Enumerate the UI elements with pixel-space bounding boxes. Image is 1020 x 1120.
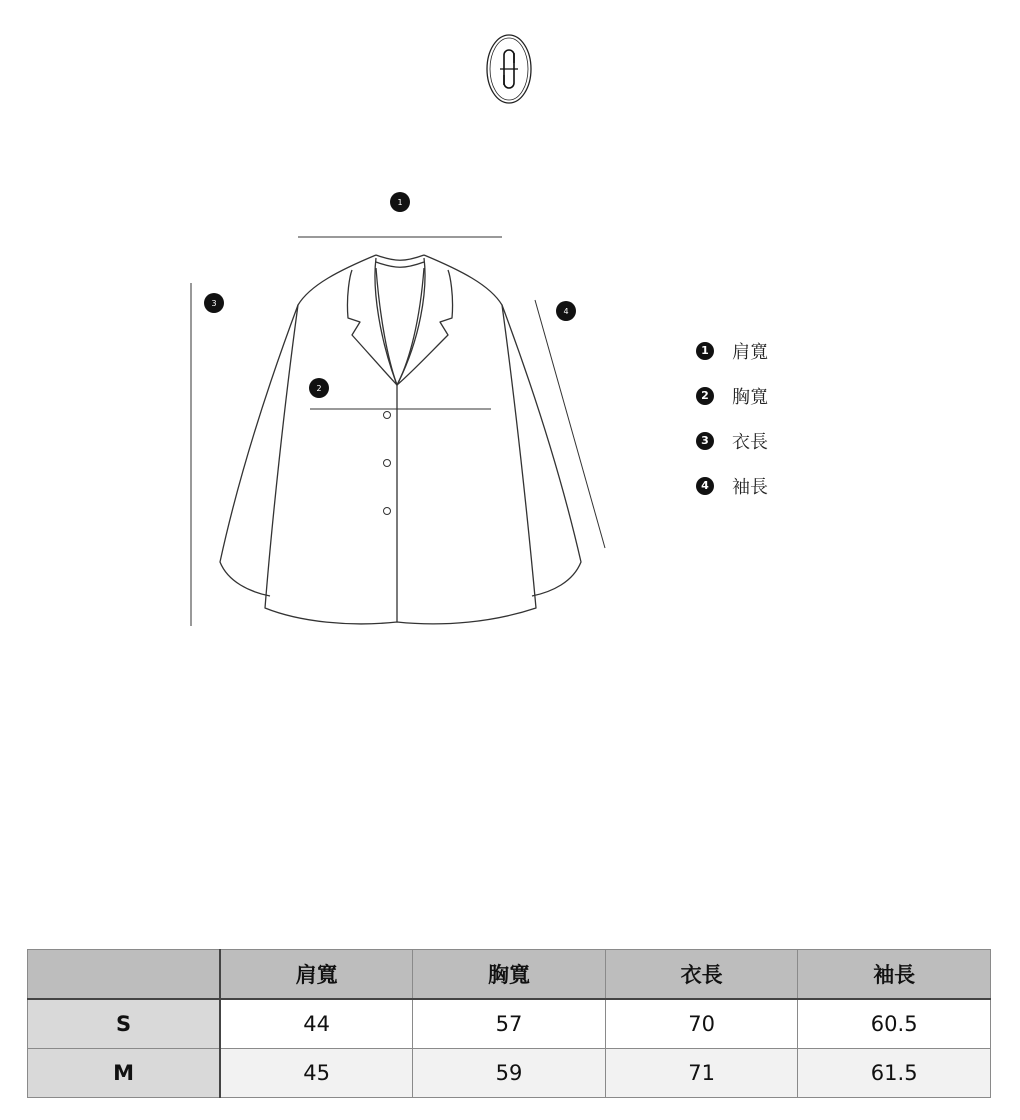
measurement-legend — [696, 328, 768, 508]
legend-label: 袖長 — [732, 476, 768, 498]
svg-text:2: 2 — [316, 384, 322, 393]
legend-number: 2 — [696, 387, 714, 405]
legend-item-shoulder — [696, 328, 768, 373]
button-dot — [384, 412, 391, 419]
table-cell: 44 — [220, 999, 413, 1049]
marker-3 — [204, 293, 224, 313]
button-dot — [384, 508, 391, 515]
marker-4 — [556, 301, 576, 321]
table-row — [28, 1049, 991, 1098]
table-cell: 45 — [220, 1049, 413, 1098]
row-header-size: S — [28, 999, 221, 1049]
jacket-outline-icon — [220, 255, 581, 624]
marker-2 — [309, 378, 329, 398]
column-header: 胸寬 — [413, 950, 606, 1000]
size-table — [27, 949, 991, 1098]
brand-monogram-icon — [485, 33, 533, 105]
legend-item-sleeve — [696, 463, 768, 508]
button-dot — [384, 460, 391, 467]
sleeve-length-line — [535, 300, 605, 548]
table-cell: 70 — [605, 999, 798, 1049]
legend-label: 胸寬 — [732, 386, 768, 408]
legend-item-length — [696, 418, 768, 463]
table-cell: 57 — [413, 999, 606, 1049]
table-cell: 61.5 — [798, 1049, 991, 1098]
svg-text:1: 1 — [397, 198, 403, 207]
table-header-row — [28, 950, 991, 1000]
marker-1 — [390, 192, 410, 212]
legend-number: 4 — [696, 477, 714, 495]
table-row — [28, 999, 991, 1049]
table-corner-cell — [28, 950, 221, 1000]
jacket-diagram — [180, 180, 630, 640]
legend-item-chest — [696, 373, 768, 418]
column-header: 袖長 — [798, 950, 991, 1000]
svg-text:4: 4 — [563, 307, 569, 316]
legend-label: 肩寬 — [732, 341, 768, 363]
table-cell: 71 — [605, 1049, 798, 1098]
legend-number: 1 — [696, 342, 714, 360]
legend-number: 3 — [696, 432, 714, 450]
row-header-size: M — [28, 1049, 221, 1098]
table-cell: 59 — [413, 1049, 606, 1098]
table-cell: 60.5 — [798, 999, 991, 1049]
column-header: 肩寬 — [220, 950, 413, 1000]
svg-text:3: 3 — [211, 299, 217, 308]
column-header: 衣長 — [605, 950, 798, 1000]
legend-label: 衣長 — [732, 431, 768, 453]
